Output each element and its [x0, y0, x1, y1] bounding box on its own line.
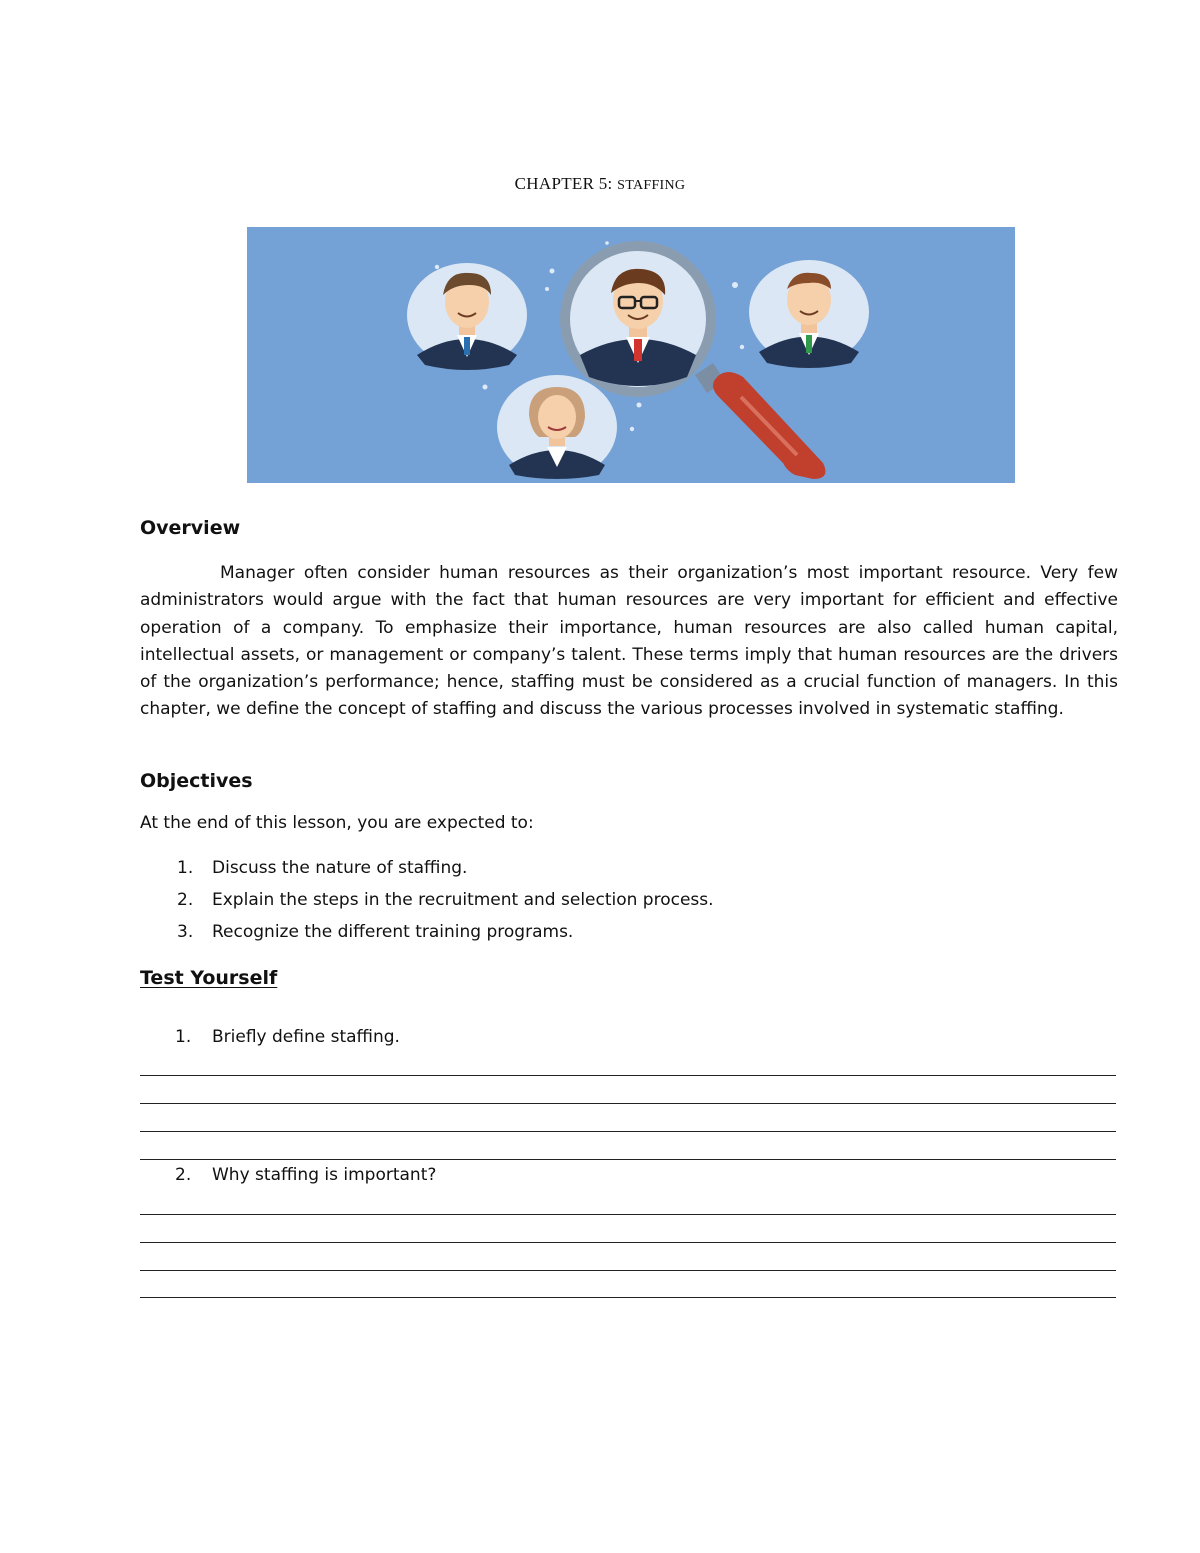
- answer-line[interactable]: [140, 1297, 1116, 1298]
- answer-line[interactable]: [140, 1270, 1116, 1271]
- list-item: [140, 890, 714, 922]
- overview-heading: Overview: [140, 517, 241, 539]
- candidate-right-avatar: [749, 260, 869, 368]
- list-item-number: 3.: [177, 922, 194, 942]
- answer-line[interactable]: [140, 1159, 1116, 1160]
- candidate-bottom-avatar: [497, 375, 617, 479]
- magnifier-lens: [560, 241, 716, 397]
- list-item-number: 1.: [177, 858, 194, 878]
- objectives-list: [140, 858, 714, 954]
- question-text: Why staffing is important?: [212, 1165, 437, 1185]
- overview-paragraph-text: Manager often consider human resources as their organization’s most important resource. Very few administrators would argue with the fact that human resources are very important for efficient and effective operation of a company. To emphasize their importance, human resources are also called human capital, intellectual assets, or management or company’s talent. These terms imply that human resources are the drivers of the organization’s performance; hence, staffing must be considered as a crucial function of managers. In this chapter, we define the concept of staffing and discuss the various processes involved in systematic staffing.: [140, 563, 1118, 720]
- question-number: 2.: [175, 1165, 192, 1185]
- answer-line[interactable]: [140, 1075, 1116, 1076]
- overview-paragraph: [140, 560, 1118, 724]
- chapter-title-prefix: CHAPTER 5:: [514, 174, 618, 193]
- answer-line[interactable]: [140, 1242, 1116, 1243]
- list-item-number: 2.: [177, 890, 194, 910]
- list-item-text: Discuss the nature of staffing.: [212, 858, 468, 878]
- answer-line[interactable]: [140, 1103, 1116, 1104]
- question-2: [140, 1165, 436, 1185]
- objectives-heading: Objectives: [140, 770, 253, 792]
- magnifying-glass-icon: [247, 227, 1015, 483]
- answer-line[interactable]: [140, 1131, 1116, 1132]
- list-item-text: Recognize the different training programs.: [212, 922, 574, 942]
- staffing-illustration: [247, 227, 1015, 483]
- objectives-intro: At the end of this lesson, you are expected to:: [140, 813, 534, 833]
- list-item-text: Explain the steps in the recruitment and selection process.: [212, 890, 714, 910]
- chapter-title: [0, 174, 1200, 194]
- question-text: Briefly define staffing.: [212, 1027, 400, 1047]
- list-item: [140, 922, 714, 954]
- question-1: [140, 1027, 400, 1047]
- candidate-left-avatar: [407, 263, 527, 370]
- list-item: [140, 858, 714, 890]
- test-yourself-heading: Test Yourself: [140, 967, 278, 989]
- answer-line[interactable]: [140, 1214, 1116, 1215]
- chapter-title-main: STAFFING: [617, 178, 686, 193]
- question-number: 1.: [175, 1027, 192, 1047]
